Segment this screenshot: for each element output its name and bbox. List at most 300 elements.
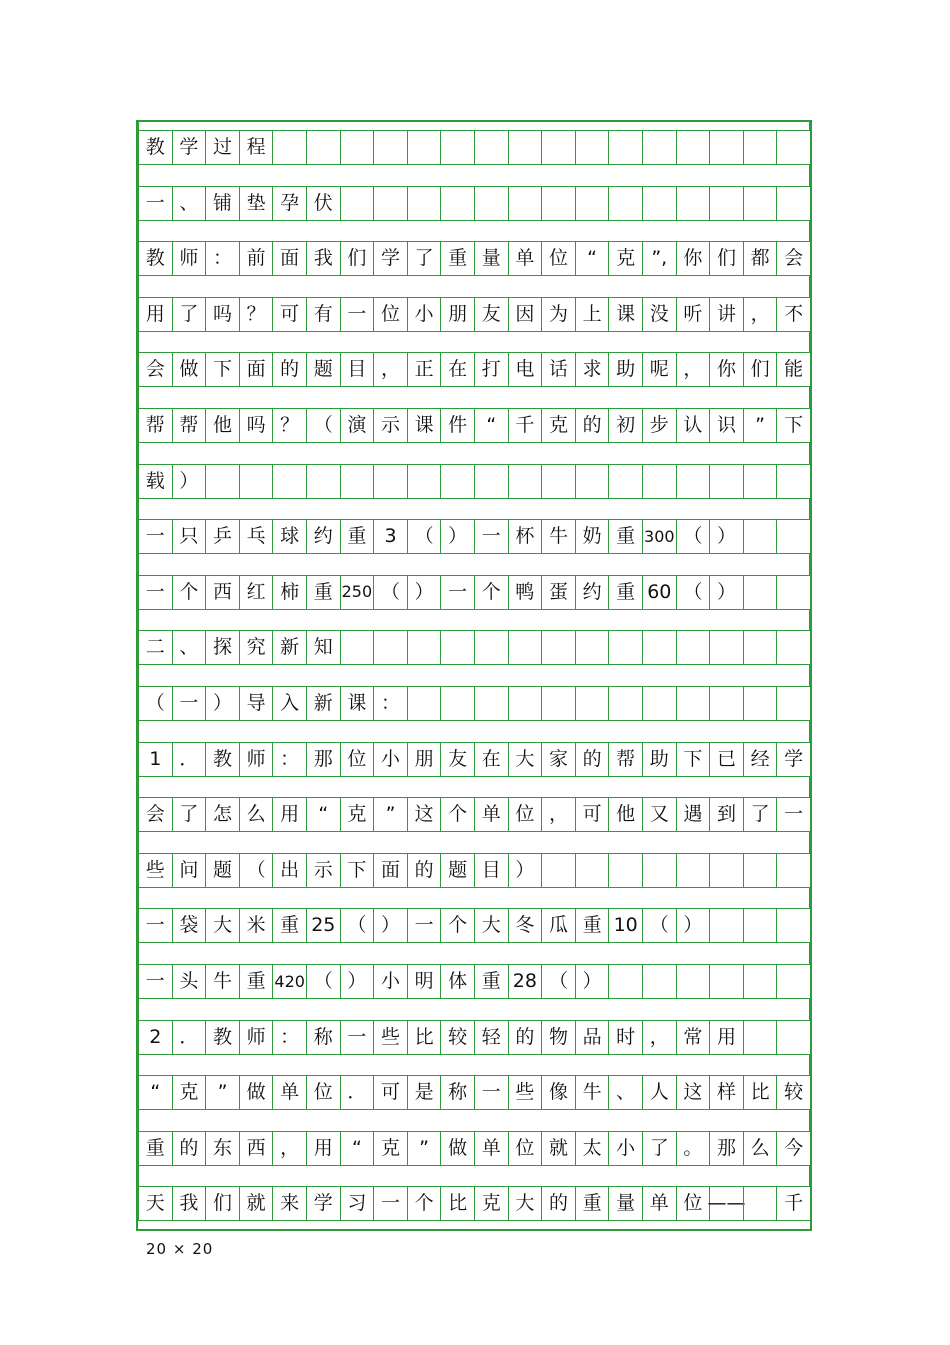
grid-cell: 些 [508,1075,543,1110]
grid-cell [776,630,811,665]
grid-cell: 一 [172,686,207,721]
grid-cell [743,686,778,721]
grid-cell: 朋 [440,297,475,332]
grid-cell: 东 [205,1131,240,1166]
grid-cell: 我 [306,241,341,276]
grid-cell [676,630,711,665]
grid-cell: 怎 [205,797,240,832]
grid-cell: 物 [541,1020,576,1055]
grid-cell: ” [373,797,408,832]
grid-cell: ） [407,575,442,610]
grid-cell [541,853,576,888]
grid-cell [709,630,744,665]
grid-cell [440,130,475,165]
grid-cell: 重 [608,519,643,554]
grid-cell: 吗 [205,297,240,332]
grid-cell: （ [676,519,711,554]
grid-cell: 可 [272,297,307,332]
grid-cell [709,686,744,721]
grid-cell: 一 [407,908,442,943]
grid-cell: 就 [541,1131,576,1166]
grid-cell [407,130,442,165]
grid-cell: 称 [306,1020,341,1055]
grid-cell: 10 [608,908,643,943]
grid-cell: 、 [608,1075,643,1110]
grid-cell: 没 [642,297,677,332]
manuscript-grid [136,120,812,1231]
grid-cell [776,519,811,554]
grid-cell: 们 [340,241,375,276]
grid-cell: ” [407,1131,442,1166]
grid-cell [743,1020,778,1055]
grid-cell: ， [642,1020,677,1055]
grid-cell [373,630,408,665]
grid-cell: 学 [373,241,408,276]
grid-cell: ） [575,964,610,999]
grid-cell [776,964,811,999]
grid-cell: 牛 [205,964,240,999]
grid-cell [743,964,778,999]
grid-cell: 位 [508,1131,543,1166]
grid-cell [440,464,475,499]
grid-cell: ： [272,742,307,777]
grid-cell: 这 [407,797,442,832]
grid-cell [608,464,643,499]
grid-cell [407,686,442,721]
grid-cell: 约 [575,575,610,610]
grid-cell: 了 [172,297,207,332]
grid-cell: 乓 [239,519,274,554]
grid-cell: 重 [575,908,610,943]
grid-cell: 单 [272,1075,307,1110]
grid-cell: 一 [373,1186,408,1221]
grid-cell: 28 [508,964,543,999]
grid-cell: 位 [508,797,543,832]
grid-cell: 是 [407,1075,442,1110]
grid-cell: 一 [440,575,475,610]
grid-cell: 位 [373,297,408,332]
grid-cell [575,186,610,221]
grid-cell: 你 [676,241,711,276]
grid-cell: ） [709,519,744,554]
row-gap [138,276,810,297]
grid-cell: 个 [440,797,475,832]
grid-cell: 单 [474,1131,509,1166]
grid-cell: 题 [306,352,341,387]
grid-cell: 学 [776,742,811,777]
grid-cell [743,853,778,888]
grid-cell: 在 [474,742,509,777]
grid-cell: 较 [776,1075,811,1110]
grid-cell [474,630,509,665]
grid-cell: 教 [138,130,173,165]
grid-cell: 话 [541,352,576,387]
grid-cell: 上 [575,297,610,332]
grid-cell: 会 [138,352,173,387]
row-gap [138,832,810,853]
grid-cell: ． [340,1075,375,1110]
grid-cell: 重 [272,908,307,943]
grid-cell [306,464,341,499]
grid-cell: 目 [474,853,509,888]
grid-cell [407,630,442,665]
grid-cell [340,186,375,221]
grid-cell: ） [205,686,240,721]
grid-cell: 克 [340,797,375,832]
grid-cell: 一 [138,186,173,221]
grid-cell: 小 [373,742,408,777]
grid-cell [608,130,643,165]
grid-cell: 他 [608,797,643,832]
grid-cell: 都 [743,241,778,276]
grid-cell [575,853,610,888]
grid-cell [642,853,677,888]
grid-cell: 了 [642,1131,677,1166]
grid-cell: 过 [205,130,240,165]
grid-cell: 。 [676,1131,711,1166]
grid-cell: 问 [172,853,207,888]
grid-cell: 程 [239,130,274,165]
grid-cell: 重 [239,964,274,999]
grid-cell [676,853,711,888]
grid-cell [676,964,711,999]
grid-cell: 西 [239,1131,274,1166]
grid-cell [440,686,475,721]
grid-cell [776,575,811,610]
grid-cell: 遇 [676,797,711,832]
grid-cell [676,686,711,721]
grid-cell: 在 [440,352,475,387]
grid-cell: 目 [340,352,375,387]
grid-cell: 420 [272,964,307,999]
grid-cell: 友 [440,742,475,777]
grid-cell: “ [474,408,509,443]
grid-cell: ？ [239,297,274,332]
grid-cell: 单 [474,797,509,832]
grid-cell [676,464,711,499]
grid-cell: 就 [239,1186,274,1221]
grid-cell: 的 [508,1020,543,1055]
grid-cell: 千 [508,408,543,443]
grid-cell: 做 [239,1075,274,1110]
grid-cell: 的 [272,352,307,387]
grid-cell: 做 [172,352,207,387]
grid-cell [776,130,811,165]
grid-cell: 么 [743,1131,778,1166]
grid-cell: ， [541,797,576,832]
grid-cell: ） [676,908,711,943]
grid-cell: 教 [205,742,240,777]
grid-cell: 大 [205,908,240,943]
grid-cell: 量 [608,1186,643,1221]
grid-cell: 可 [373,1075,408,1110]
grid-cell [541,464,576,499]
grid-cell: 瓜 [541,908,576,943]
grid-cell: 250 [340,575,375,610]
grid-cell: ， [373,352,408,387]
grid-cell: 么 [239,797,274,832]
grid-cell: 一 [340,297,375,332]
grid-cell: ） [440,519,475,554]
grid-cell [474,464,509,499]
grid-cell: 牛 [541,519,576,554]
grid-cell: 比 [440,1186,475,1221]
grid-cell: ： [205,241,240,276]
row-gap [138,387,810,408]
grid-cell: 们 [205,1186,240,1221]
grid-cell [709,853,744,888]
grid-cell [608,630,643,665]
grid-cell: 示 [306,853,341,888]
grid-cell: ， [743,297,778,332]
grid-cell: 量 [474,241,509,276]
grid-cell: 些 [373,1020,408,1055]
grid-cell [709,130,744,165]
grid-cell: 垫 [239,186,274,221]
grid-cell [709,908,744,943]
grid-cell: 会 [138,797,173,832]
grid-cell: 面 [373,853,408,888]
grid-cell: 题 [205,853,240,888]
grid-cell: 头 [172,964,207,999]
grid-cell: 人 [642,1075,677,1110]
grid-cell [776,686,811,721]
grid-cell: 像 [541,1075,576,1110]
grid-cell: 体 [440,964,475,999]
grid-cell: 蛋 [541,575,576,610]
grid-cell: “ [340,1131,375,1166]
grid-cell: 位 [541,241,576,276]
grid-cell: 我 [172,1186,207,1221]
grid-cell: 会 [776,241,811,276]
grid-cell: 了 [407,241,442,276]
grid-cell: “ [306,797,341,832]
grid-cell: 学 [306,1186,341,1221]
grid-cell: 课 [608,297,643,332]
grid-cell [743,519,778,554]
grid-cell: 能 [776,352,811,387]
grid-cell [306,130,341,165]
grid-cell: 孕 [272,186,307,221]
row-gap [138,777,810,798]
grid-cell: 米 [239,908,274,943]
grid-cell: 讲 [709,297,744,332]
grid-cell: “ [138,1075,173,1110]
grid-cell: 因 [508,297,543,332]
grid-cell: 重 [575,1186,610,1221]
grid-cell [239,464,274,499]
grid-cell: 示 [373,408,408,443]
grid-cell: 今 [776,1131,811,1166]
grid-cell: 60 [642,575,677,610]
row-gap [138,165,810,186]
grid-cell: 探 [205,630,240,665]
grid-cell: 课 [407,408,442,443]
grid-cell: 助 [642,742,677,777]
grid-cell: 克 [608,241,643,276]
row-gap [138,1166,810,1187]
grid-cell: 重 [340,519,375,554]
grid-cell: 千 [776,1186,811,1221]
grid-cell: 位 [676,1186,711,1221]
grid-cell [743,1186,778,1221]
grid-cell [407,186,442,221]
grid-cell: 克 [474,1186,509,1221]
grid-cell: 的 [172,1131,207,1166]
row-gap [138,122,810,130]
grid-cell: 克 [373,1131,408,1166]
grid-cell [608,686,643,721]
grid-cell: 打 [474,352,509,387]
grid-cell: 乒 [205,519,240,554]
grid-cell [407,464,442,499]
grid-cell: 帮 [138,408,173,443]
grid-cell: 下 [205,352,240,387]
grid-cell: 大 [508,742,543,777]
grid-cell: 了 [743,797,778,832]
grid-cell: 可 [575,797,610,832]
grid-cell: 300 [642,519,677,554]
grid-cell: 求 [575,352,610,387]
grid-cell: 称 [440,1075,475,1110]
grid-cell [642,464,677,499]
grid-cell [709,186,744,221]
grid-cell [709,964,744,999]
grid-cell: （ [239,853,274,888]
grid-cell: 的 [541,1186,576,1221]
grid-cell [743,464,778,499]
grid-cell: 重 [138,1131,173,1166]
row-gap [138,499,810,520]
grid-cell: 们 [709,241,744,276]
grid-cell: “ [575,241,610,276]
grid-cell: 习 [340,1186,375,1221]
grid-cell: ． [172,1020,207,1055]
grid-cell: （ [541,964,576,999]
grid-cell [272,130,307,165]
grid-cell [508,186,543,221]
grid-cell: 演 [340,408,375,443]
grid-cell: 一 [138,908,173,943]
grid-cell: 小 [608,1131,643,1166]
grid-cell: 伏 [306,186,341,221]
grid-cell: 只 [172,519,207,554]
grid-cell: 袋 [172,908,207,943]
grid-cell: 天 [138,1186,173,1221]
row-gap [138,443,810,464]
grid-cell: ， [676,352,711,387]
grid-cell: 些 [138,853,173,888]
grid-cell: 件 [440,408,475,443]
row-gap [138,1055,810,1076]
grid-cell: 的 [575,742,610,777]
grid-cell: ． [172,742,207,777]
grid-cell: 助 [608,352,643,387]
grid-cell: 单 [642,1186,677,1221]
grid-cell: 面 [272,241,307,276]
grid-cell: 用 [709,1020,744,1055]
grid-cell: 新 [272,630,307,665]
grid-cell: 重 [608,575,643,610]
grid-cell: 师 [239,742,274,777]
grid-cell [743,908,778,943]
grid-cell: 朋 [407,742,442,777]
grid-cell: 识 [709,408,744,443]
grid-cell: 那 [306,742,341,777]
grid-cell: 了 [172,797,207,832]
grid-cell: 用 [272,797,307,832]
grid-cell [541,130,576,165]
grid-cell: 家 [541,742,576,777]
grid-cell [440,186,475,221]
grid-cell: ） [340,964,375,999]
grid-cell: 教 [138,241,173,276]
grid-cell: 师 [172,241,207,276]
grid-cell [541,686,576,721]
grid-cell [272,464,307,499]
grid-cell: 的 [407,853,442,888]
grid-cell: 、 [172,186,207,221]
grid-cell: 新 [306,686,341,721]
grid-cell: 初 [608,408,643,443]
grid-cell: 他 [205,408,240,443]
grid-cell: （ [676,575,711,610]
grid-cell: 前 [239,241,274,276]
grid-cell [340,464,375,499]
row-gap [138,888,810,909]
grid-cell [676,130,711,165]
grid-cell: 下 [776,408,811,443]
grid-cell [743,130,778,165]
grid-cell [608,853,643,888]
grid-cell [642,686,677,721]
grid-cell: ： [272,1020,307,1055]
grid-cell: 下 [340,853,375,888]
grid-cell: 重 [306,575,341,610]
grid-cell: 轻 [474,1020,509,1055]
grid-cell [373,464,408,499]
grid-cell: 比 [743,1075,778,1110]
grid-cell [575,130,610,165]
grid-cell: 吗 [239,408,274,443]
grid-cell: 克 [172,1075,207,1110]
grid-cell [508,686,543,721]
grid-cell [575,686,610,721]
grid-cell: ” [743,408,778,443]
grid-cell: 鸭 [508,575,543,610]
grid-cell: 入 [272,686,307,721]
grid-cell [373,130,408,165]
grid-cell: 一 [138,519,173,554]
grid-cell: 那 [709,1131,744,1166]
grid-cell: 载 [138,464,173,499]
grid-cell: （ [138,686,173,721]
grid-cell: ？ [272,408,307,443]
grid-cell: 已 [709,742,744,777]
grid-cell: 面 [239,352,274,387]
grid-cell [373,186,408,221]
grid-cell: 究 [239,630,274,665]
grid-cell: 红 [239,575,274,610]
grid-cell [508,630,543,665]
grid-cell: 学 [172,130,207,165]
grid-cell [743,186,778,221]
grid-cell [743,575,778,610]
grid-cell [709,464,744,499]
grid-cell: 你 [709,352,744,387]
row-gap [138,332,810,353]
grid-cell: ） [709,575,744,610]
